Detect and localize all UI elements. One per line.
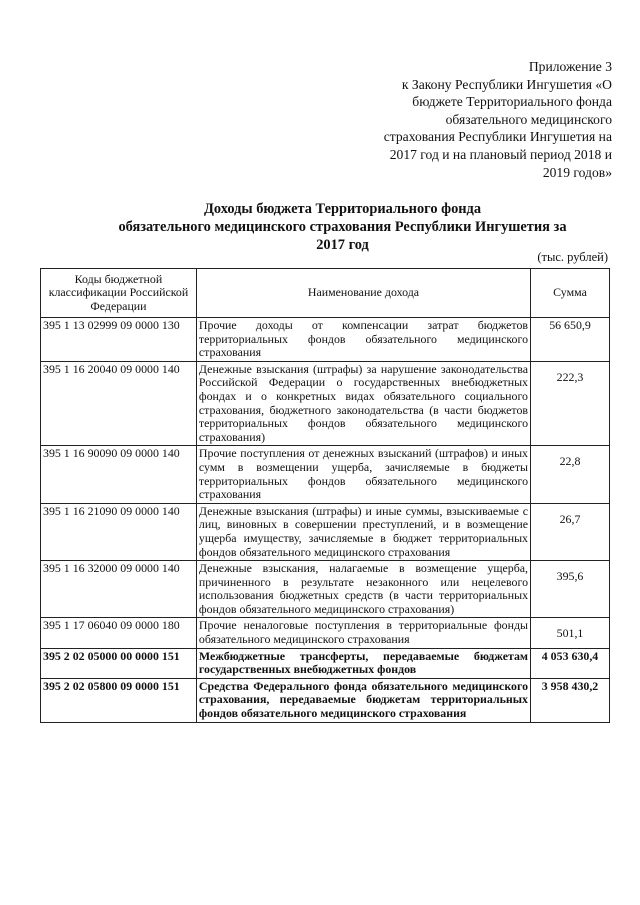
row-name: Денежные взыскания, налагаемые в возмещение ущерба, причиненного в результате незаконного или нецелевого использования бюджетных средств (в части территориальных фондов обязательного медицинского страхования): [196, 561, 530, 618]
title-line: Доходы бюджета Территориального фонда: [203, 201, 482, 217]
table-row: [41, 361, 610, 446]
row-code: 395 1 16 20040 09 0000 140: [41, 361, 197, 446]
row-code: 395 1 13 02999 09 0000 130: [41, 318, 197, 362]
row-name: Денежные взыскания (штрафы) и иные суммы, взыскиваемые с лиц, виновных в совершении преступлений, и в возмещение ущерба имуществу, зачисляемые в бюджет территориальных фондов обязательного медицинского страхования: [196, 503, 530, 560]
annex-line: 2017 год и на плановый период 2018 и: [389, 146, 612, 162]
annex-header: [322, 58, 612, 181]
row-code: 395 1 16 21090 09 0000 140: [41, 503, 197, 560]
row-sum-cell: [531, 446, 610, 503]
header-code: Коды бюджетной классификации Российской Федерации: [41, 269, 197, 318]
row-sum: 222,3: [556, 369, 584, 384]
header-name: Наименование дохода: [196, 269, 530, 318]
row-sum: 56 650,9: [549, 318, 591, 332]
table-row: [41, 503, 610, 560]
annex-line: бюджете Территориального фонда: [412, 94, 612, 110]
row-sum: 501,1: [556, 626, 584, 641]
row-name: Прочие неналоговые поступления в территориальные фонды обязательного медицинского страхования: [196, 618, 530, 648]
annex-line: 2019 годов»: [542, 164, 612, 180]
row-name: Прочие поступления от денежных взысканий (штрафов) и иных сумм в возмещении ущерба, зачисляемые в бюджеты территориальных фондов обязательного медицинского страхования: [196, 446, 530, 503]
annex-line: обязательного медицинского: [445, 111, 612, 127]
row-sum-cell: [531, 361, 610, 446]
row-sum: 395,6: [556, 569, 584, 584]
table-row: [41, 318, 610, 362]
row-code: 395 2 02 05000 00 0000 151: [41, 648, 197, 678]
annex-line: страхования Республики Ингушетия на: [383, 129, 612, 145]
row-name: Денежные взыскания (штрафы) за нарушение законодательства Российской Федерации о государственных внебюджетных фондах и о конкретных видах обязательного социального страхования, бюджетного законодательства (в части бюджетов территориальных фондов обязательного медицинского страхования): [196, 361, 530, 446]
table-row: [41, 561, 610, 618]
row-sum-cell: [531, 648, 610, 678]
row-name: Средства Федерального фонда обязательного медицинского страхования, передаваемые бюджетам территориальных фондов обязательного медицинского страхования: [196, 678, 530, 722]
row-sum-cell: [531, 318, 610, 362]
table-header-row: [41, 269, 610, 318]
table-row: [41, 446, 610, 503]
table-row: [41, 648, 610, 678]
row-sum-cell: [531, 618, 610, 648]
title-line: 2017 год: [316, 237, 369, 253]
unit-label: (тыс. рублей): [537, 250, 608, 264]
row-sum: 22,8: [559, 454, 581, 469]
table-row: [41, 618, 610, 648]
document-title: [40, 200, 640, 254]
table-row: [41, 678, 610, 722]
header-sum: Сумма: [531, 269, 610, 318]
revenue-table: [40, 268, 610, 723]
row-name: Межбюджетные трансферты, передаваемые бюджетам государственных внебюджетных фондов: [196, 648, 530, 678]
row-code: 395 1 17 06040 09 0000 180: [41, 618, 197, 648]
row-sum: 4 053 630,4: [541, 648, 599, 663]
row-sum: 26,7: [559, 511, 581, 526]
title-line: обязательного медицинского страхования Республики Ингушетия за: [118, 219, 567, 235]
annex-line: Приложение 3: [528, 59, 612, 74]
row-sum-cell: [531, 561, 610, 618]
row-sum-cell: [531, 503, 610, 560]
row-code: 395 2 02 05800 09 0000 151: [41, 678, 197, 722]
row-code: 395 1 16 32000 09 0000 140: [41, 561, 197, 618]
row-sum: 3 958 430,2: [541, 678, 599, 693]
row-name: Прочие доходы от компенсации затрат бюджетов территориальных фондов обязательного медицинского страхования: [196, 318, 530, 362]
row-sum-cell: [531, 678, 610, 722]
annex-line: к Закону Республики Ингушетия «О: [401, 76, 612, 92]
row-code: 395 1 16 90090 09 0000 140: [41, 446, 197, 503]
